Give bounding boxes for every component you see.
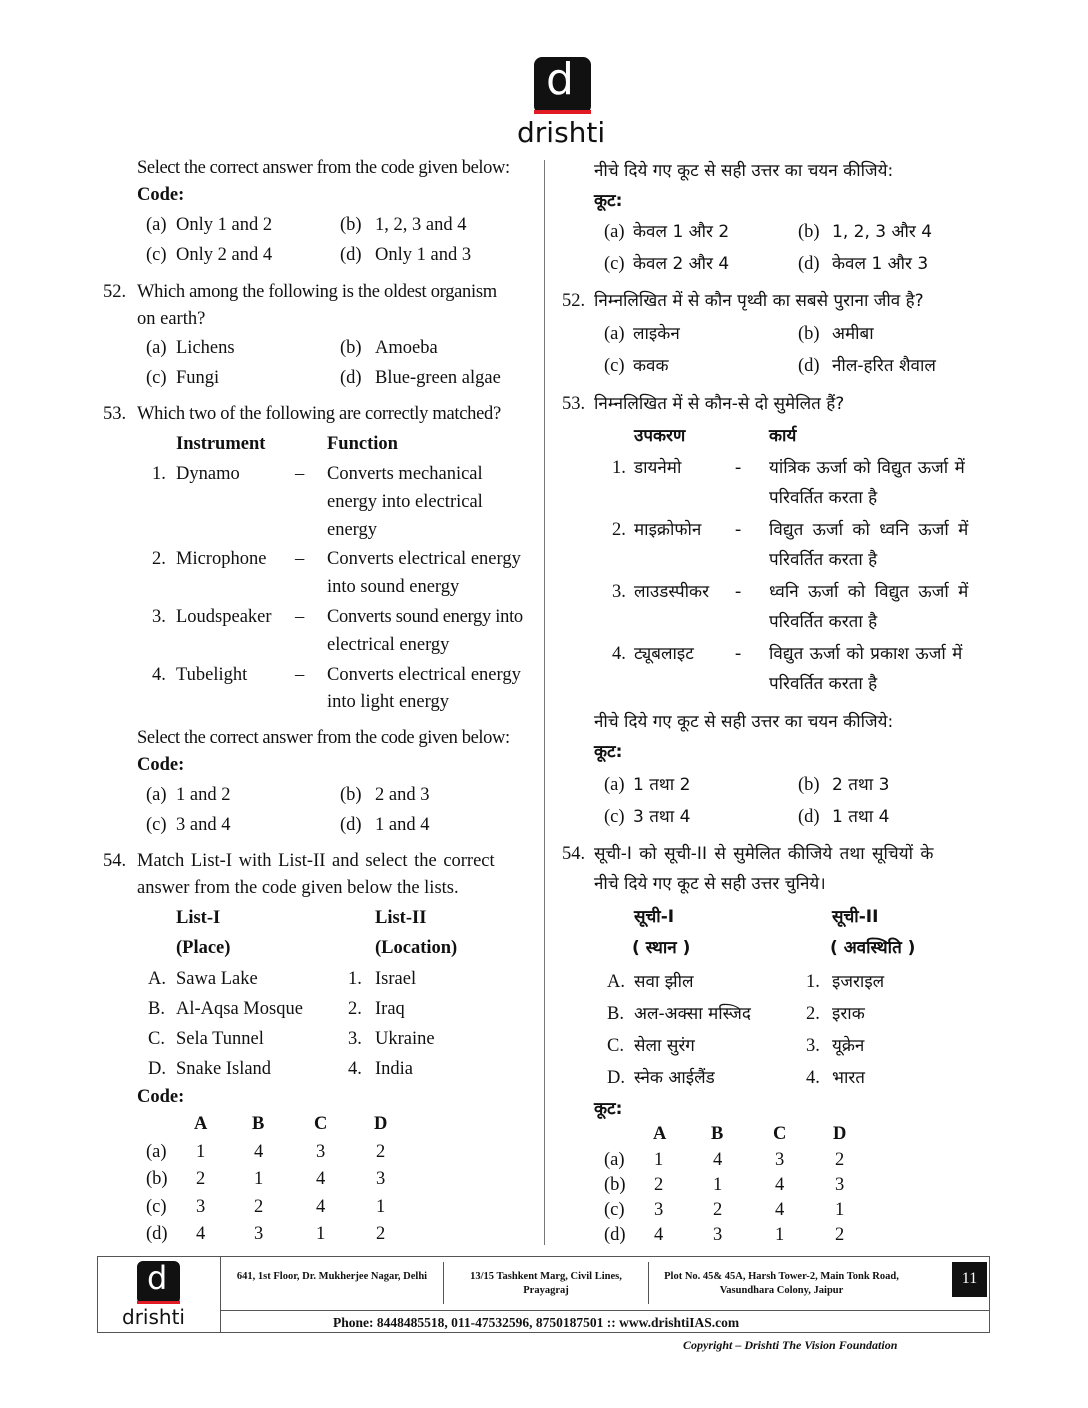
option-label: (a) [146, 338, 167, 358]
dash: – [295, 549, 305, 569]
list-label: C. [607, 1036, 624, 1056]
list-item: भारत [832, 1068, 865, 1088]
question-number: 52. [103, 282, 127, 302]
code-col-header: B [711, 1124, 724, 1144]
option-text: Only 1 and 2 [176, 215, 273, 235]
footer-address-jaipur: Plot No. 45& 45A, Harsh Tower-2, Main Tonk Road, Vasundhara Colony, Jaipur [664, 1271, 899, 1296]
option-text: 2 and 3 [375, 785, 430, 805]
list-item: Snake Island [176, 1059, 272, 1079]
hi-intro-code-label: कूट: [594, 191, 623, 211]
footer-address-delhi: 641, 1st Floor, Dr. Mukherjee Nagar, Delhi [236, 1271, 428, 1282]
question-number: 53. [103, 404, 127, 424]
instrument: Tubelight [176, 665, 248, 685]
option-text: 3 तथा 4 [633, 807, 691, 827]
list-item: India [375, 1059, 414, 1079]
option-label: (c) [604, 356, 625, 376]
function-text: विद्युत ऊर्जा को प्रकाश ऊर्जा में [769, 644, 963, 664]
column-header: कार्य [769, 426, 797, 446]
code-cell: 2 [376, 1142, 386, 1162]
code-option: (b) [604, 1175, 626, 1195]
code-cell: 1 [316, 1224, 326, 1244]
code-cell: 4 [775, 1200, 785, 1220]
option-label: (b) [340, 338, 362, 358]
question-number: 52. [562, 291, 586, 311]
logo-letter: d [546, 54, 574, 105]
list-label: D. [607, 1068, 625, 1088]
code-option: (a) [604, 1150, 625, 1170]
code-cell: 1 [713, 1175, 723, 1195]
code-cell: 4 [775, 1175, 785, 1195]
logo-wordmark: drishti [517, 116, 606, 149]
code-col-header: B [252, 1114, 265, 1134]
option-label: (c) [604, 254, 625, 274]
row-number: 4. [152, 665, 166, 685]
code-cell: 3 [316, 1142, 326, 1162]
list-subheader: ( अवस्थिति ) [830, 938, 916, 958]
code-label: कूट: [594, 742, 623, 762]
function-text: Converts mechanical [327, 464, 483, 484]
instrument: माइक्रोफोन [634, 520, 702, 540]
option-label: (a) [146, 785, 167, 805]
list-item: इराक [832, 1004, 865, 1024]
option-text: Only 2 and 4 [176, 245, 273, 265]
list-subheader: (Place) [176, 938, 231, 958]
question-number: 53. [562, 394, 586, 414]
code-cell: 1 [376, 1197, 386, 1217]
footer-logo-letter: d [147, 1259, 168, 1297]
option-text: अमीबा [832, 324, 874, 344]
footer-copyright: Copyright – Drishti The Vision Foundation [683, 1338, 898, 1352]
list-label: 2. [348, 999, 362, 1019]
code-option: (d) [604, 1225, 626, 1245]
dash: - [735, 582, 742, 602]
select-instruction: नीचे दिये गए कूट से सही उत्तर का चयन कीजिये: [594, 712, 894, 732]
dash: - [735, 644, 742, 664]
question-number: 54. [562, 844, 586, 864]
option-text: Fungi [176, 368, 220, 388]
list-item: Sawa Lake [176, 969, 258, 989]
code-cell: 4 [254, 1142, 264, 1162]
function-text: ध्वनि ऊर्जा को विद्युत ऊर्जा में [769, 582, 969, 602]
code-cell: 2 [196, 1169, 206, 1189]
option-label: (b) [798, 775, 820, 795]
option-label: (d) [798, 254, 820, 274]
code-option: (b) [146, 1169, 168, 1189]
row-number: 2. [612, 520, 626, 540]
dash: - [735, 520, 742, 540]
option-text: Amoeba [375, 338, 438, 358]
list-header: सूची-I [634, 907, 675, 927]
question-text: नीचे दिये गए कूट से सही उत्तर चुनिये। [594, 874, 826, 894]
option-text: 3 and 4 [176, 815, 231, 835]
function-text: energy into electrical [327, 492, 483, 512]
code-label: Code: [137, 1087, 185, 1107]
option-text: 1, 2, 3 and 4 [375, 215, 467, 235]
instrument: लाउडस्पीकर [634, 582, 710, 602]
list-label: 2. [806, 1004, 820, 1024]
list-header: List-II [375, 908, 427, 928]
option-label: (c) [146, 245, 167, 265]
code-cell: 1 [196, 1142, 206, 1162]
question-text: निम्नलिखित में से कौन पृथ्वी का सबसे पुराना जीव है? [594, 291, 924, 311]
instrument: Microphone [176, 549, 267, 569]
function-text: into sound energy [327, 577, 460, 597]
list-header: सूची-II [832, 907, 879, 927]
select-instruction: Select the correct answer from the code given below: [137, 728, 510, 748]
column-header: उपकरण [634, 426, 686, 446]
function-text: energy [327, 520, 377, 540]
option-label: (b) [340, 215, 362, 235]
function-text: परिवर्तित करता है [769, 550, 878, 570]
code-cell: 2 [835, 1225, 845, 1245]
code-cell: 4 [316, 1169, 326, 1189]
list-item: स्नेक आईलैंड [634, 1068, 715, 1088]
row-number: 2. [152, 549, 166, 569]
code-cell: 3 [196, 1197, 206, 1217]
code-cell: 1 [254, 1169, 264, 1189]
code-cell: 3 [254, 1224, 264, 1244]
page-number: 11 [961, 1270, 978, 1287]
code-cell: 4 [196, 1224, 206, 1244]
option-text: 1 and 2 [176, 785, 231, 805]
row-number: 1. [152, 464, 166, 484]
code-col-header: D [833, 1124, 847, 1144]
question-text: सूची-I को सूची-II से सुमेलित कीजिये तथा सूचियों के [594, 844, 934, 864]
option-text: कवक [633, 356, 669, 376]
row-number: 4. [612, 644, 626, 664]
code-cell: 3 [713, 1225, 723, 1245]
function-text: यांत्रिक ऊर्जा को विद्युत ऊर्जा में [769, 458, 965, 478]
list-label: 4. [348, 1059, 362, 1079]
list-item: अल-अक्सा मस्जिद [634, 1004, 751, 1024]
option-label: (c) [146, 815, 167, 835]
option-label: (b) [798, 222, 820, 242]
code-cell: 4 [316, 1197, 326, 1217]
option-label: (a) [604, 775, 625, 795]
list-item: सेला सुरंग [634, 1036, 695, 1056]
option-text: नील-हरित शैवाल [832, 356, 936, 376]
option-label: (a) [604, 222, 625, 242]
code-col-header: D [374, 1114, 388, 1134]
code-col-header: C [314, 1114, 328, 1134]
list-label: 3. [348, 1029, 362, 1049]
question-text: Which among the following is the oldest organism [137, 282, 497, 302]
en-intro-code-label: Code: [137, 185, 185, 205]
list-label: C. [148, 1029, 165, 1049]
option-label: (b) [340, 785, 362, 805]
dash: – [295, 607, 305, 627]
hi-intro-select: नीचे दिये गए कूट से सही उत्तर का चयन कीजिये: [594, 161, 894, 181]
option-text: केवल 1 और 2 [633, 222, 730, 242]
option-label: (d) [798, 356, 820, 376]
logo-accent [534, 110, 591, 114]
footer-logo-wordmark: drishti [122, 1305, 185, 1329]
code-option: (d) [146, 1224, 168, 1244]
instrument: ट्यूबलाइट [634, 644, 694, 664]
option-text: 1 तथा 2 [633, 775, 691, 795]
code-cell: 1 [654, 1150, 664, 1170]
option-text: लाइकेन [633, 324, 680, 344]
list-subheader: ( स्थान ) [632, 938, 691, 958]
option-text: Lichens [176, 338, 235, 358]
footer-sep [443, 1262, 444, 1304]
code-cell: 2 [254, 1197, 264, 1217]
option-text: Blue-green algae [375, 368, 501, 388]
list-item: Ukraine [375, 1029, 435, 1049]
code-label: Code: [137, 755, 185, 775]
question-text: निम्नलिखित में से कौन-से दो सुमेलित हैं? [594, 394, 845, 414]
code-col-header: A [653, 1124, 667, 1144]
footer-phone: Phone: 8448485518, 011-47532596, 8750187501 :: www.drishtiIAS.com [333, 1315, 740, 1330]
row-number: 3. [612, 582, 626, 602]
list-item: Al-Aqsa Mosque [176, 999, 303, 1019]
footer-sep [648, 1262, 649, 1304]
footer-address-prayagraj: 13/15 Tashkent Marg, Civil Lines, Prayagraj [470, 1271, 622, 1296]
column-header: Instrument [176, 434, 266, 454]
list-label: D. [148, 1059, 166, 1079]
option-label: (b) [798, 324, 820, 344]
option-text: 2 तथा 3 [832, 775, 890, 795]
code-option: (c) [604, 1200, 625, 1220]
code-cell: 3 [376, 1169, 386, 1189]
list-item: यूक्रेन [832, 1036, 865, 1056]
code-cell: 3 [775, 1150, 785, 1170]
option-label: (d) [798, 807, 820, 827]
instrument: Dynamo [176, 464, 240, 484]
function-text: into light energy [327, 692, 449, 712]
list-item: Sela Tunnel [176, 1029, 264, 1049]
footer-logo-accent [137, 1301, 180, 1304]
list-label: 1. [806, 972, 820, 992]
question-text: Match List-I with List-II and select the correct [137, 851, 495, 871]
dash: - [735, 458, 742, 478]
option-label: (a) [146, 215, 167, 235]
question-number: 54. [103, 851, 127, 871]
question-text: Which two of the following are correctly matched? [137, 404, 501, 424]
function-text: परिवर्तित करता है [769, 488, 878, 508]
option-label: (d) [340, 368, 362, 388]
function-text: Converts electrical energy [327, 549, 521, 569]
footer-inner-line [220, 1310, 990, 1311]
list-label: 1. [348, 969, 362, 989]
code-label: कूट: [594, 1099, 623, 1119]
option-label: (d) [340, 245, 362, 265]
instrument: Loudspeaker [176, 607, 272, 627]
list-item: Israel [375, 969, 417, 989]
function-text: विद्युत ऊर्जा को ध्वनि ऊर्जा में [769, 520, 969, 540]
list-label: 3. [806, 1036, 820, 1056]
option-text: 1 and 4 [375, 815, 430, 835]
option-text: 1, 2, 3 और 4 [832, 222, 933, 242]
code-option: (a) [146, 1142, 167, 1162]
column-header: Function [327, 434, 398, 454]
option-label: (d) [340, 815, 362, 835]
dash: – [295, 665, 305, 685]
list-label: A. [148, 969, 166, 989]
code-col-header: C [773, 1124, 787, 1144]
list-label: B. [607, 1004, 624, 1024]
list-item: Iraq [375, 999, 405, 1019]
option-text: Only 1 and 3 [375, 245, 472, 265]
function-text: Converts sound energy into [327, 607, 523, 627]
option-label: (c) [604, 807, 625, 827]
function-text: Converts electrical energy [327, 665, 521, 685]
column-divider [544, 160, 545, 1245]
footer-logo-divider [220, 1256, 221, 1333]
option-text: केवल 2 और 4 [633, 254, 730, 274]
code-cell: 1 [775, 1225, 785, 1245]
question-text: on earth? [137, 309, 206, 329]
code-cell: 4 [654, 1225, 664, 1245]
code-cell: 3 [835, 1175, 845, 1195]
code-cell: 2 [376, 1224, 386, 1244]
function-text: electrical energy [327, 635, 450, 655]
list-item: इजराइल [832, 972, 885, 992]
list-item: सवा झील [634, 972, 694, 992]
row-number: 1. [612, 458, 626, 478]
code-cell: 2 [713, 1200, 723, 1220]
code-cell: 2 [835, 1150, 845, 1170]
en-intro-select: Select the correct answer from the code given below: [137, 158, 510, 178]
list-subheader: (Location) [375, 938, 458, 958]
instrument: डायनेमो [634, 458, 682, 478]
list-label: A. [607, 972, 625, 992]
list-label: B. [148, 999, 165, 1019]
code-col-header: A [194, 1114, 208, 1134]
option-text: 1 तथा 4 [832, 807, 890, 827]
function-text: परिवर्तित करता है [769, 674, 878, 694]
row-number: 3. [152, 607, 166, 627]
option-label: (c) [146, 368, 167, 388]
code-cell: 4 [713, 1150, 723, 1170]
code-cell: 1 [835, 1200, 845, 1220]
list-label: 4. [806, 1068, 820, 1088]
list-header: List-I [176, 908, 221, 928]
code-cell: 3 [654, 1200, 664, 1220]
dash: – [295, 464, 305, 484]
code-option: (c) [146, 1197, 167, 1217]
option-text: केवल 1 और 3 [832, 254, 929, 274]
question-text: answer from the code given below the lists. [137, 878, 459, 898]
option-label: (a) [604, 324, 625, 344]
code-cell: 2 [654, 1175, 664, 1195]
function-text: परिवर्तित करता है [769, 612, 878, 632]
